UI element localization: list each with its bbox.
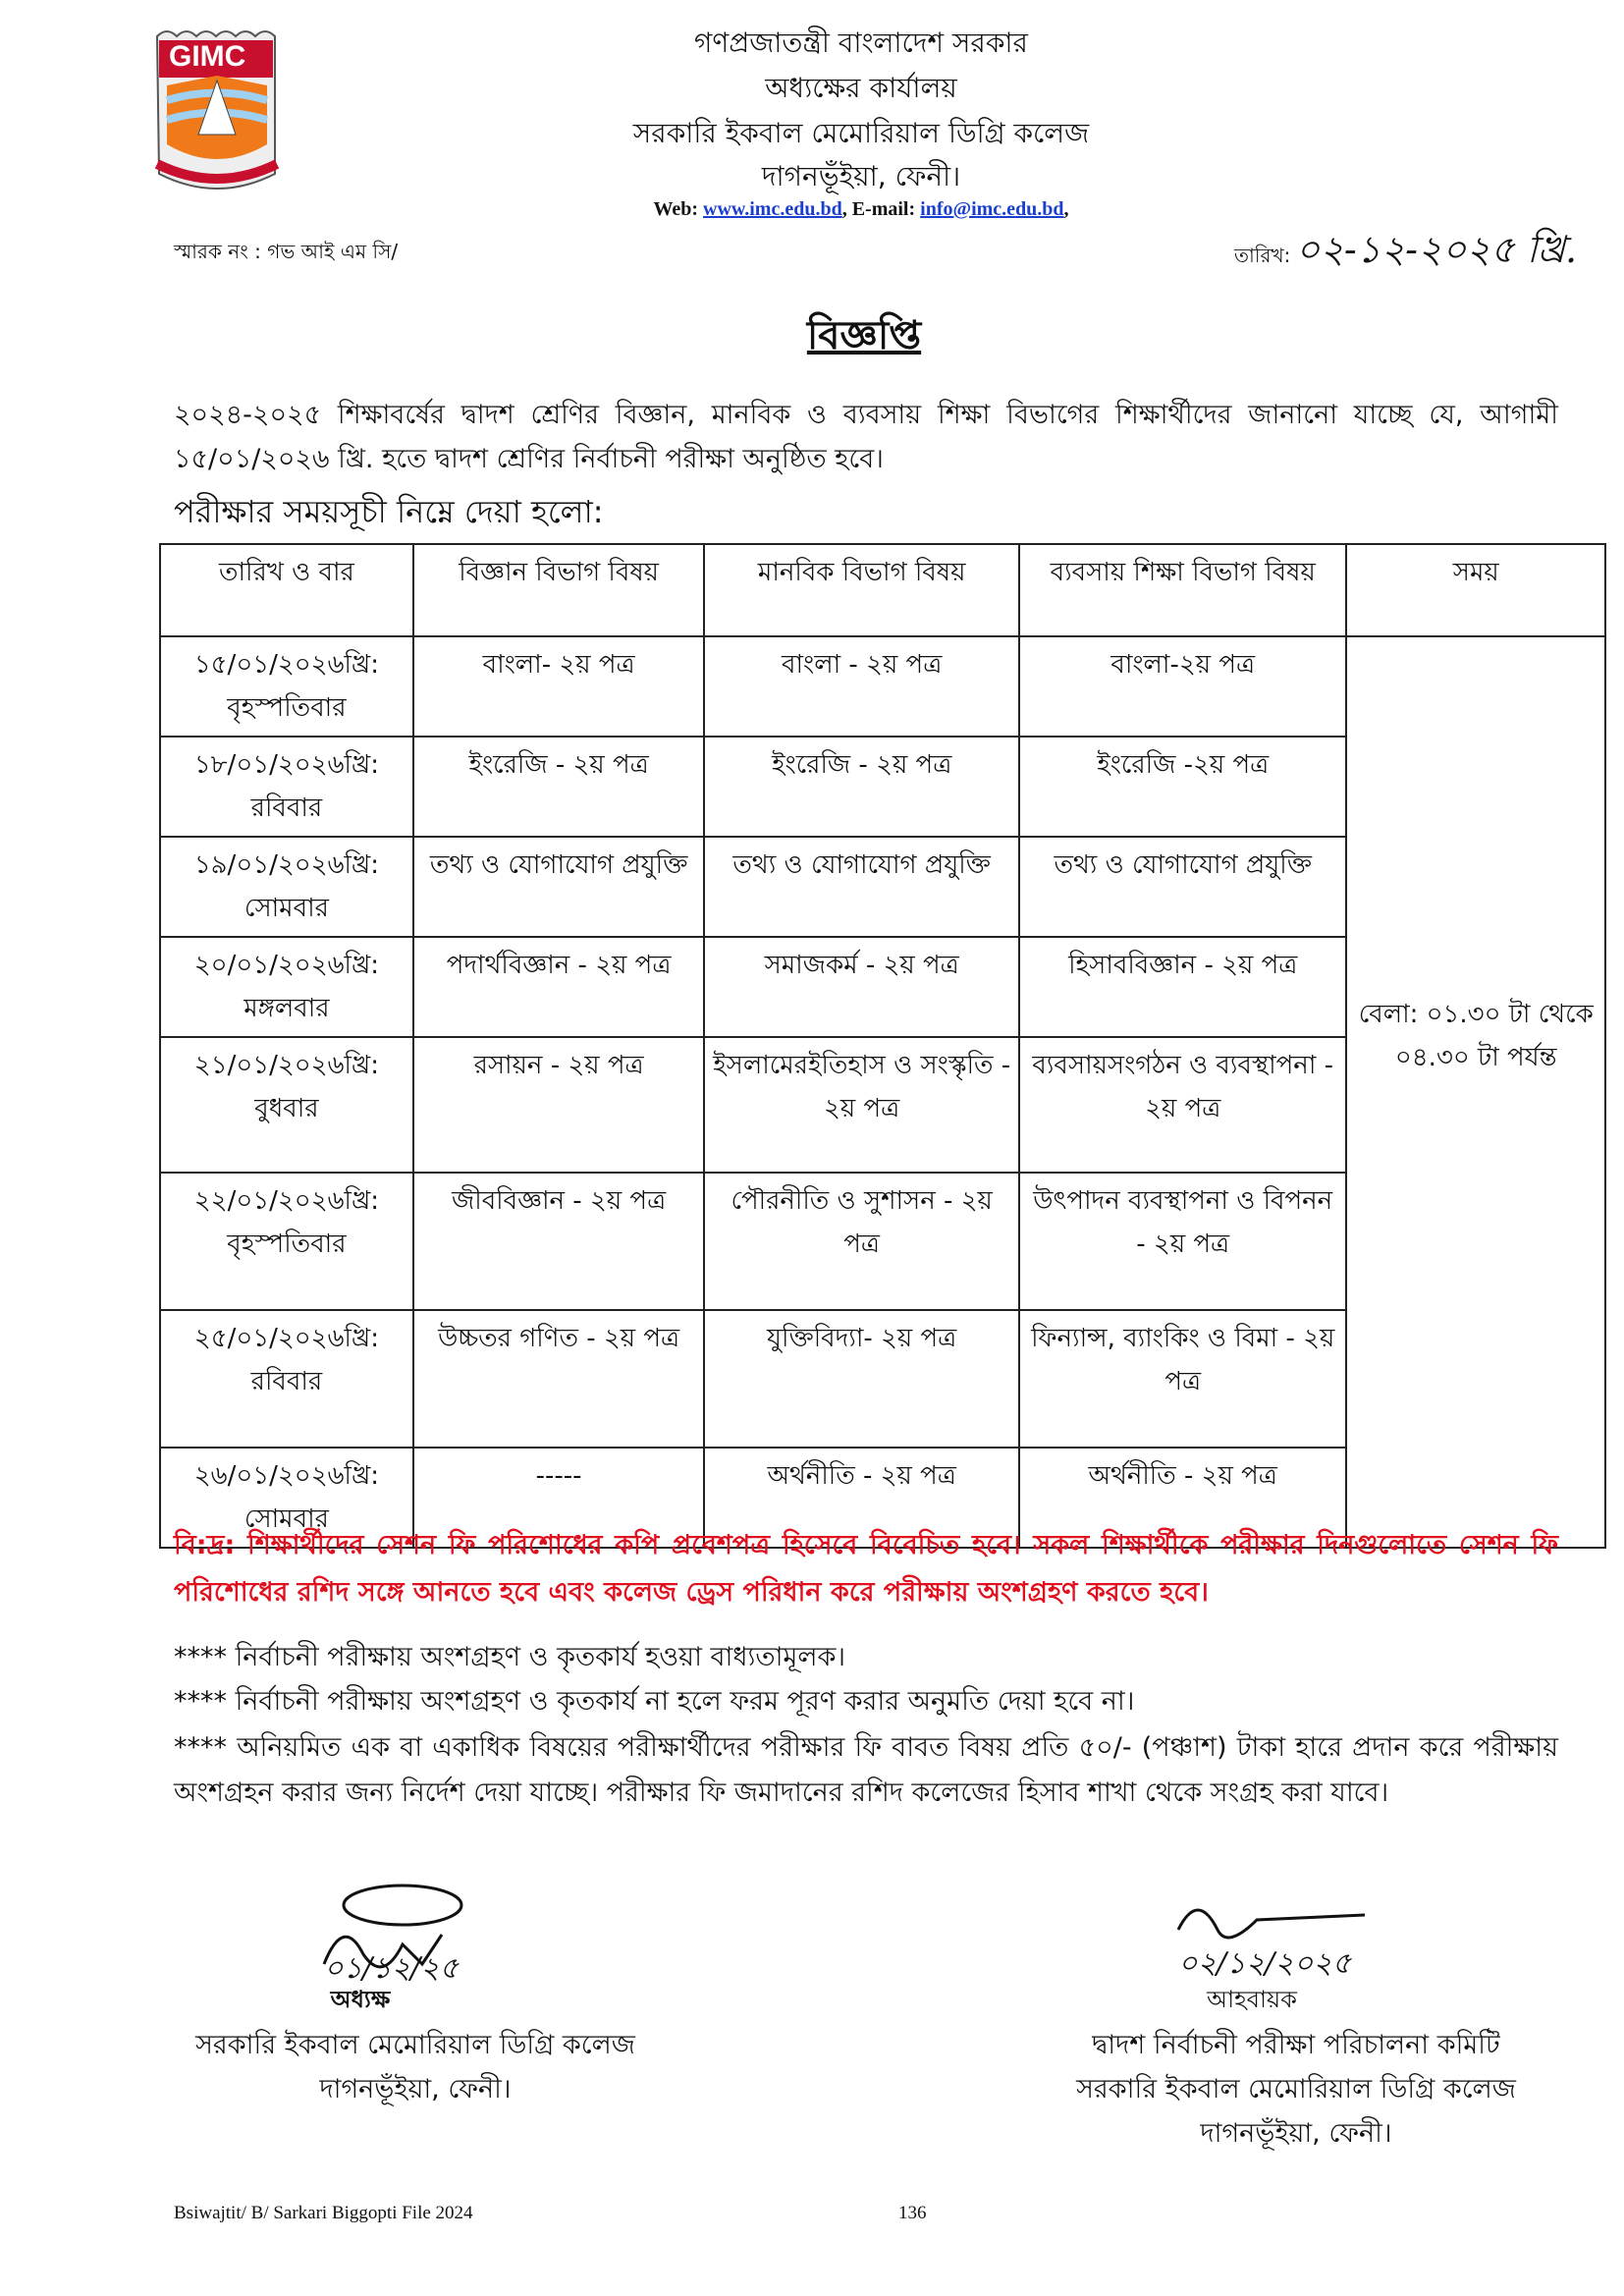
humanities-subject-cell: তথ্য ও যোগাযোগ প্রযুক্তি [704,837,1019,937]
business-subject-cell: ফিন্যান্স, ব্যাংকিং ও বিমা - ২য় পত্র [1019,1310,1347,1448]
science-subject-cell: রসায়ন - ২য় পত্র [413,1037,705,1173]
exam-day: সোমবার [244,1504,329,1534]
red-notice: বি:দ্র: শিক্ষার্থীদের সেশন ফি পরিশোধের কপি প্রবেশপত্র হিসেবে বিবেচিত হবে। সকল শিক্ষার্থীকে পরীক্ষার দিনগুলোতে সেশন ফি পরিশোধের রশিদ সঙ্গে আনতে হবে এবং কলেজ ড্রেস পরিধান করে পরীক্ষায় অংশগ্রহণ করতে হবে। [174,1530,1558,1608]
exam-date: ২৬/০১/২০২৬খ্রি: [193,1461,380,1491]
office-heading: অধ্যক্ষের কার্যালয় [765,72,957,104]
exam-date: ২০/০১/২০২৬খ্রি: [193,951,380,980]
science-subject-cell: তথ্য ও যোগাযোগ প্রযুক্তি [413,837,705,937]
date-cell [160,737,413,837]
business-subject-cell: ইংরেজি -২য় পত্র [1019,737,1347,837]
exam-day: বৃহস্পতিবার [227,693,347,723]
science-subject-cell: পদার্থবিজ্ঞান - ২য় পত্র [413,937,705,1037]
science-subject-cell: ----- [413,1448,705,1548]
memo-number: স্মারক নং : গভ আই এম সি/ [174,240,399,263]
exam-date: ২১/০১/২০২৬খ্রি: [193,1051,380,1080]
humanities-subject-cell: ইংরেজি - ২য় পত্র [704,737,1019,837]
humanities-subject-cell: ইসলামেরইতিহাস ও সংস্কৃতি - ২য় পত্র [704,1037,1019,1173]
business-subject-cell: উৎপাদন ব্যবস্থাপনা ও বিপনন - ২য় পত্র [1019,1173,1347,1310]
date-cell [160,937,413,1037]
contact-line: Web: www.imc.edu.bd, E-mail: info@imc.edu.bd, [653,198,1069,220]
science-subject-cell: বাংলা- ২য় পত্র [413,636,705,737]
website-link[interactable]: www.imc.edu.bd [703,198,842,220]
date-cell [160,1173,413,1310]
exam-date: ১৯/০১/২০২৬খ্রি: [193,850,380,880]
footer-file: Bsiwajtit/ B/ Sarkari Biggopti File 2024 [174,2203,473,2223]
humanities-subject-cell: যুক্তিবিদ্যা- ২য় পত্র [704,1310,1019,1448]
business-subject-cell: বাংলা-২য় পত্র [1019,636,1347,737]
note-3: **** অনিয়মিত এক বা একাধিক বিষয়ের পরীক্ষার্থীদের পরীক্ষার ফি বাবত বিষয় প্রতি ৫০/- (পঞ্চাশ) টাকা হারে প্রদান করে পরীক্ষায় অংশগ্রহন করার জন্য নির্দেশ দেয়া যাচ্ছে। পরীক্ষার ফি জমাদানের রশিদ কলেজের হিসাব শাখা থেকে সংগ্রহ করা যাবে। [174,1732,1558,1808]
science-subject-cell: উচ্চতর গণিত - ২য় পত্র [413,1310,705,1448]
date: তারিখ: ০২-১২-২০২৫ খ্রি. [1234,228,1578,271]
convener-line-2: সরকারি ইকবাল মেমোরিয়াল ডিগ্রি কলেজ [1076,2074,1516,2105]
date-cell [160,636,413,737]
humanities-subject-cell: বাংলা - ২য় পত্র [704,636,1019,737]
humanities-subject-cell: পৌরনীতি ও সুশাসন - ২য় পত্র [704,1173,1019,1310]
exam-day: বুধবার [254,1094,319,1123]
date-cell [160,837,413,937]
intro-paragraph: ২০২৪-২০২৫ শিক্ষাবর্ষের দ্বাদশ শ্রেণির বিজ্ঞান, মানবিক ও ব্যবসায় শিক্ষা বিভাগের শিক্ষার্থীদের জানানো যাচ্ছে যে, আগামী ১৫/০১/২০২৬ খ্রি. হতে দ্বাদশ শ্রেণির নির্বাচনী পরীক্ষা অনুষ্ঠিত হবে। [174,400,1558,474]
exam-time-cell: বেলা: ০১.৩০ টা থেকে ০৪.৩০ টা পর্যন্ত [1346,636,1605,1548]
convener-line-3: দাগনভূঁইয়া, ফেনী। [1200,2118,1392,2149]
email-link[interactable]: info@imc.edu.bd [920,198,1064,220]
date-cell [160,1037,413,1173]
exam-schedule-table [159,543,1606,1549]
exam-day: রবিবার [250,793,323,823]
table-header-row: তারিখ ও বার বিজ্ঞান বিভাগ বিষয় মানবিক বিভাগ বিষয় ব্যবসায় শিক্ষা বিভাগ বিষয় সময় [160,544,1605,636]
humanities-subject-cell: সমাজকর্ম - ২য় পত্র [704,937,1019,1037]
date-cell [160,1310,413,1448]
science-subject-cell: ইংরেজি - ২য় পত্র [413,737,705,837]
college-address: দাগনভূঁইয়া, ফেনী। [761,160,961,192]
principal-line-2: দাগনভূঁইয়া, ফেনী। [319,2074,512,2105]
business-subject-cell: অর্থনীতি - ২য় পত্র [1019,1448,1347,1548]
principal-signature: ০১/১২/২৫ [304,1876,501,1988]
college-logo: GIMC [147,27,287,198]
note-2: **** নির্বাচনী পরীক্ষায় অংশগ্রহণ ও কৃতকার্য না হলে ফরম পূরণ করার অনুমতি দেয়া হবে না। [174,1686,1135,1717]
page-number: 136 [898,2203,927,2223]
humanities-subject-cell: অর্থনীতি - ২য় পত্র [704,1448,1019,1548]
principal-title: অধ্যক্ষ [330,1986,391,2013]
exam-day: রবিবার [250,1367,323,1396]
principal-line-1: সরকারি ইকবাল মেমোরিয়াল ডিগ্রি কলেজ [195,2030,635,2060]
science-subject-cell: জীববিজ্ঞান - ২য় পত্র [413,1173,705,1310]
exam-day: সোমবার [244,894,329,923]
exam-date: ২৫/০১/২০২৬খ্রি: [193,1324,380,1353]
schedule-heading: পরীক্ষার সময়সূচী নিম্নে দেয়া হলো: [174,493,604,530]
business-subject-cell: তথ্য ও যোগাযোগ প্রযুক্তি [1019,837,1347,937]
convener-title: আহবায়ক [1207,1986,1297,2013]
table-row [160,636,1605,737]
business-subject-cell: ব্যবসায়সংগঠন ও ব্যবস্থাপনা - ২য় পত্র [1019,1037,1347,1173]
exam-date: ২২/০১/২০২৬খ্রি: [193,1186,380,1216]
exam-date: ১৫/০১/২০২৬খ্রি: [193,650,380,680]
notice-title: বিজ্ঞপ্তি [806,313,922,358]
college-name: সরকারি ইকবাল মেমোরিয়াল ডিগ্রি কলেজ [632,117,1090,149]
convener-signature: ০২/১২/২০২৫ [1168,1890,1384,1993]
convener-line-1: দ্বাদশ নির্বাচনী পরীক্ষা পরিচালনা কমিটি [1092,2030,1500,2060]
exam-date: ১৮/০১/২০২৬খ্রি: [193,750,380,780]
business-subject-cell: হিসাববিজ্ঞান - ২য় পত্র [1019,937,1347,1037]
exam-day: মঙ্গলবার [244,994,330,1023]
govt-heading: গণপ্রজাতন্ত্রী বাংলাদেশ সরকার [694,27,1028,59]
note-1: **** নির্বাচনী পরীক্ষায় অংশগ্রহণ ও কৃতকার্য হওয়া বাধ্যতামূলক। [174,1642,846,1672]
exam-day: বৃহস্পতিবার [227,1230,347,1259]
